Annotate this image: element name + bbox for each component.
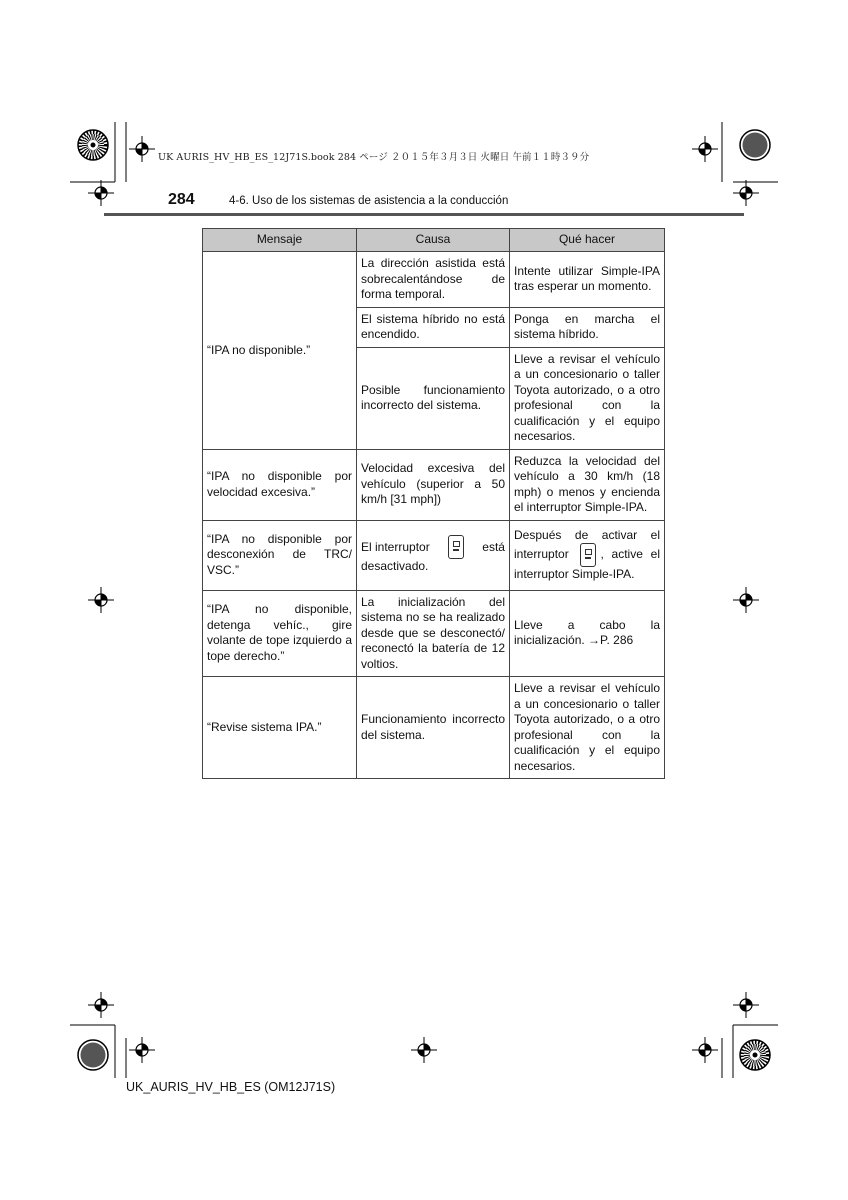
cause-cell: Velocidad excesiva del vehículo (superior a 50 km/h [31 mph]) [357,449,510,520]
header-cause: Causa [357,229,510,252]
message-cell: “Revise sistema IPA.” [203,677,357,779]
table-row [203,252,665,308]
page-number: 284 [168,191,195,208]
cause-cell: El sistema híbrido no está encendido. [357,307,510,347]
header-action: Qué hacer [510,229,665,252]
vsc-off-switch-icon [580,543,596,567]
header-rule [104,213,744,216]
table-row [203,449,665,520]
registration-target-icon [88,587,114,613]
action-cell: Reduzca la velocidad del vehículo a 30 km/h (18 mph) o menos y encienda el interruptor Simple-IPA. [510,449,665,520]
registration-target-icon [129,1037,155,1063]
message-cell: “IPA no disponible por velocidad excesiva.” [203,449,357,520]
action-cell: Intente utilizar Simple-IPA tras esperar un momento. [510,252,665,308]
registration-star-icon [740,1040,770,1070]
registration-target-icon [129,136,155,162]
cause-text-after: desactivado. [361,559,429,574]
action-text-before: Después de activar el interruptor [514,527,660,562]
cause-cell: La inicialización del sistema no se ha realizado desde que se desconectó/ reconectó la batería de 12 voltios. [357,590,510,677]
registration-dot-icon [740,130,770,160]
table-row [203,520,665,590]
registration-target-icon [692,136,718,162]
action-cell: Lleve a cabo la inicialización. →P. 286 [510,590,665,677]
header-message: Mensaje [203,229,357,252]
registration-target-icon [733,180,759,206]
action-cell: Lleve a revisar el vehículo a un concesionario o taller Toyota autorizado, o a otro profesional con la cualificación y el equipo necesarios. [510,677,665,779]
cause-cell: Posible funcionamiento incorrecto del sistema. [357,347,510,449]
registration-target-icon [692,1037,718,1063]
registration-target-icon [733,587,759,613]
section-title: 4-6. Uso de los sistemas de asistencia a la conducción [229,195,509,207]
print-info-line: UK AURIS_HV_HB_ES_12J71S.book 284 ページ ２０１５年３月３日 火曜日 午前１１時３９分 [158,152,590,163]
cause-cell: La dirección asistida está sobrecalentándose de forma temporal. [357,252,510,308]
message-cell: “IPA no disponible, detenga vehíc., gire volante de tope izquierdo a tope derecho.” [203,590,357,677]
action-text-after: , active el interruptor Simple-IPA. [514,547,660,581]
table-row [203,590,665,677]
action-cell: Lleve a revisar el vehículo a un concesionario o taller Toyota autorizado, o a otro profesional con la cualificación y el equipo necesarios. [510,347,665,449]
registration-target-icon [88,992,114,1018]
message-cell: “IPA no disponible.” [203,252,357,450]
registration-target-icon [733,992,759,1018]
cause-cell [357,520,510,590]
vsc-off-switch-icon [448,535,464,559]
registration-target-icon [411,1037,437,1063]
registration-target-icon [88,180,114,206]
message-cell: “IPA no disponible por desconexión de TRC/ VSC.” [203,520,357,590]
cause-text-after-word: está [482,539,505,554]
action-cell [510,520,665,590]
cause-cell: Funcionamiento incorrecto del sistema. [357,677,510,779]
cause-text-before: El interruptor [361,539,430,554]
action-cell: Ponga en marcha el sistema híbrido. [510,307,665,347]
footer-document-code: UK_AURIS_HV_HB_ES (OM12J71S) [126,1080,336,1094]
registration-dot-icon [78,1040,108,1070]
table-row [203,677,665,779]
message-table [202,228,665,779]
table-header-row [203,229,665,252]
registration-star-icon [78,130,108,160]
